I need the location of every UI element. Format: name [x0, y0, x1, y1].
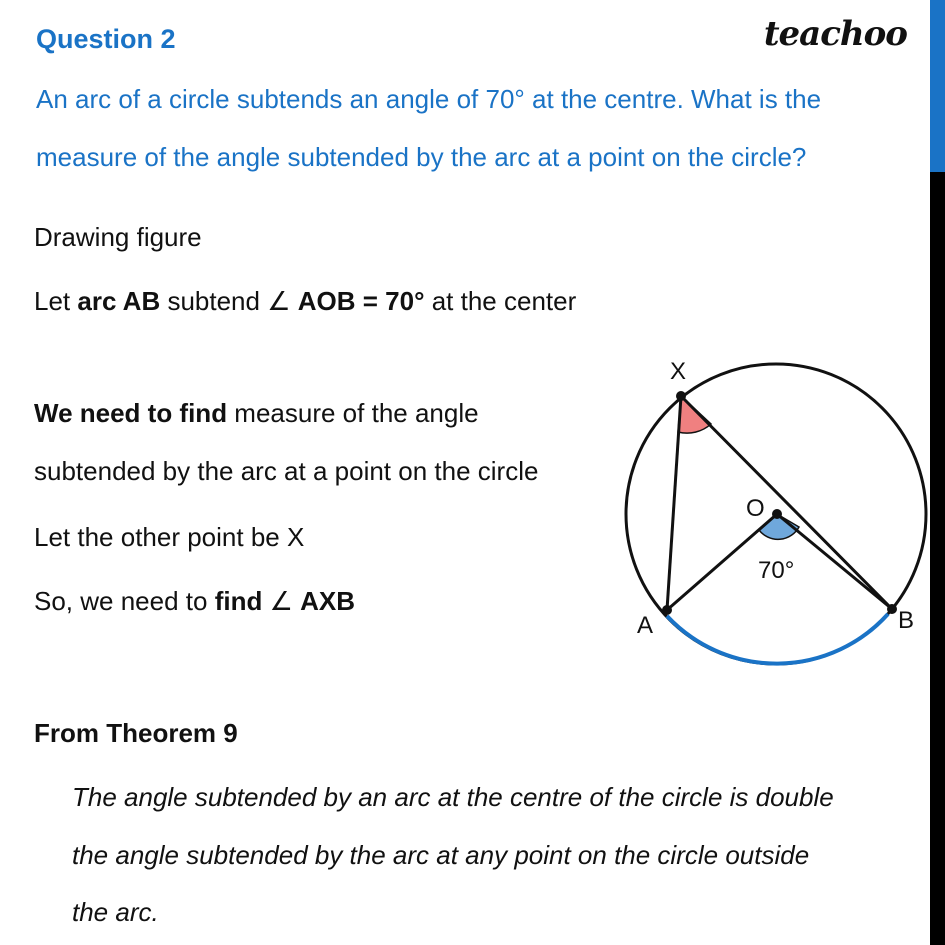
brand-logo: teachoo	[763, 14, 907, 54]
drawing-figure-text: Drawing figure	[34, 222, 202, 252]
point-b	[887, 604, 897, 614]
arc-ab-highlight	[667, 614, 888, 664]
other-point-text: Let the other point be X	[34, 522, 305, 552]
theorem-text-line-3: the arc.	[72, 897, 159, 927]
so-find-statement	[34, 586, 355, 617]
let-arc-statement	[34, 286, 576, 317]
question-text-line-2: measure of the angle subtended by the arc at a point on the circle?	[36, 142, 807, 172]
theorem-heading: From Theorem 9	[34, 718, 238, 748]
point-a	[662, 605, 672, 615]
aob-angle-bold: AOB = 70°	[297, 286, 425, 316]
theorem-text-line-1: The angle subtended by an arc at the centre of the circle is double	[72, 782, 834, 812]
let-prefix: Let	[34, 286, 78, 316]
label-o: O	[746, 495, 765, 522]
label-a: A	[637, 612, 654, 639]
so-mid: ∠	[262, 586, 301, 616]
let-suffix: at the center	[424, 286, 577, 316]
find-bold: find	[214, 586, 263, 616]
chord-xa	[667, 396, 681, 610]
label-b: B	[898, 607, 915, 634]
point-o	[772, 509, 782, 519]
need-to-find-line-1	[34, 398, 479, 429]
theorem-text-line-2: the angle subtended by the arc at any point on the circle outside	[72, 840, 810, 870]
side-dark-bar	[930, 172, 945, 945]
question-title: Question 2	[36, 24, 176, 54]
arc-ab-bold: arc AB	[77, 286, 161, 316]
need-bold: We need to find	[34, 398, 228, 428]
so-prefix: So, we need to	[34, 586, 215, 616]
side-accent-bar	[930, 0, 945, 172]
circle-figure	[600, 340, 930, 680]
let-mid: subtend ∠	[160, 286, 298, 316]
need-to-find-line-2: subtended by the arc at a point on the circle	[34, 456, 539, 486]
label-x: X	[670, 358, 687, 385]
axb-bold: AXB	[300, 586, 356, 616]
angle-x-marker	[678, 396, 711, 433]
question-text-line-1: An arc of a circle subtends an angle of 70° at the centre. What is the	[36, 84, 822, 114]
angle-value-label: 70°	[758, 557, 795, 584]
need-rest: measure of the angle	[227, 398, 479, 428]
point-x	[676, 391, 686, 401]
